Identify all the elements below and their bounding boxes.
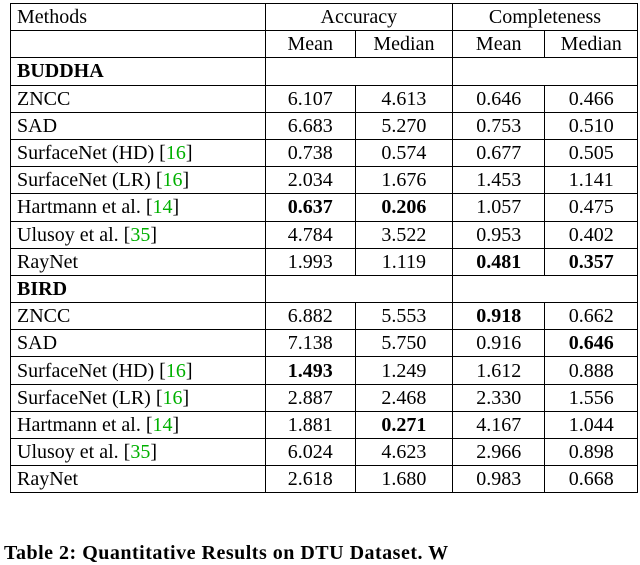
accuracy-header: Accuracy [265,4,452,31]
method-cell [11,439,266,466]
table-row [11,303,638,330]
method-name: Hartmann et al. [ [17,196,153,219]
comp-median-cell: 0.505 [545,139,638,166]
comp-mean-cell: 0.646 [452,85,545,112]
method-cell [11,411,266,438]
comp-median-cell: 0.898 [545,439,638,466]
comp-median-cell: 0.402 [545,221,638,248]
comp-mean-cell: 2.966 [452,439,545,466]
comp-median-cell: 0.357 [545,248,638,275]
method-cell [11,330,266,357]
section-title: BIRD [11,275,266,302]
acc-median-cell: 5.750 [355,330,452,357]
citation-bracket: ] [172,413,180,436]
acc-median-cell: 5.270 [355,112,452,139]
acc-median-cell: 1.676 [355,167,452,194]
acc-median-cell: 0.206 [355,194,452,221]
acc-median-cell: 1.680 [355,466,452,493]
method-name: Hartmann et al. [ [17,413,153,436]
acc-mean-cell: 4.784 [265,221,355,248]
comp-mean-cell: 1.612 [452,357,545,384]
table-row [11,167,638,194]
acc-median-cell: 2.468 [355,384,452,411]
header-row-1 [11,4,638,31]
method-name: Ulusoy et al. [ [17,223,131,246]
comp-median-cell: 1.141 [545,167,638,194]
comp-median-cell: 0.668 [545,466,638,493]
acc-mean-cell: 2.887 [265,384,355,411]
comp-median-cell: 0.646 [545,330,638,357]
method-cell [11,384,266,411]
table-caption: Table 2: Quantitative Results on DTU Dataset. W [4,542,449,564]
comp-median-cell: 0.662 [545,303,638,330]
acc-median-cell: 3.522 [355,221,452,248]
comp-mean-cell: 1.453 [452,167,545,194]
method-name: ZNCC [17,87,71,110]
completeness-header: Completeness [452,4,637,31]
acc-mean-cell: 6.024 [265,439,355,466]
table-row [11,357,638,384]
comp-median-cell: 0.466 [545,85,638,112]
table-row [11,139,638,166]
comp-mean-cell: 4.167 [452,411,545,438]
acc-mean-cell: 1.881 [265,411,355,438]
acc-mean-cell: 1.493 [265,357,355,384]
table-row [11,112,638,139]
method-name: SurfaceNet (LR) [ [17,169,163,192]
table-row [11,194,638,221]
method-cell [11,194,266,221]
table-row [11,330,638,357]
section-blank-cell [452,58,637,85]
comp-median-cell: 1.044 [545,411,638,438]
table-row [11,466,638,493]
comp-mean-cell: 0.916 [452,330,545,357]
comp-mean-cell: 0.918 [452,303,545,330]
section-row-bird [11,275,638,302]
method-cell [11,221,266,248]
table-row [11,384,638,411]
methods-header: Methods [11,4,266,31]
table-row [11,411,638,438]
method-cell [11,167,266,194]
acc-median-cell: 1.119 [355,248,452,275]
method-cell [11,139,266,166]
comp-median-cell: 0.888 [545,357,638,384]
comp-median-cell: 0.510 [545,112,638,139]
method-cell [11,357,266,384]
accuracy-median-header: Median [355,31,452,58]
method-cell [11,303,266,330]
citation-bracket: ] [172,196,180,219]
comp-mean-cell: 0.953 [452,221,545,248]
citation-link[interactable]: 35 [130,223,151,246]
acc-median-cell: 0.271 [355,411,452,438]
completeness-mean-header: Mean [452,31,545,58]
acc-mean-cell: 6.882 [265,303,355,330]
citation-link[interactable]: 16 [165,359,186,382]
comp-median-cell: 0.475 [545,194,638,221]
accuracy-mean-header: Mean [265,31,355,58]
method-name: SAD [17,332,58,355]
acc-mean-cell: 0.738 [265,139,355,166]
method-name: RayNet [17,468,79,491]
method-name: RayNet [17,250,79,273]
method-cell [11,248,266,275]
citation-bracket: ] [182,386,190,409]
citation-bracket: ] [185,359,193,382]
section-title: BUDDHA [11,58,266,85]
citation-link[interactable]: 16 [162,169,183,192]
citation-bracket: ] [150,441,157,464]
comp-mean-cell: 0.481 [452,248,545,275]
comp-mean-cell: 2.330 [452,384,545,411]
acc-median-cell: 4.613 [355,85,452,112]
table-row [11,248,638,275]
method-cell [11,112,266,139]
method-name: SurfaceNet (HD) [ [17,359,166,382]
acc-median-cell: 0.574 [355,139,452,166]
acc-mean-cell: 7.138 [265,330,355,357]
acc-mean-cell: 2.034 [265,167,355,194]
citation-bracket: ] [182,169,190,192]
acc-mean-cell: 2.618 [265,466,355,493]
results-table [10,3,638,493]
method-cell [11,85,266,112]
citation-bracket: ] [185,142,193,165]
table-row [11,439,638,466]
citation-link[interactable]: 35 [130,441,151,464]
section-row-buddha [11,58,638,85]
comp-mean-cell: 1.057 [452,194,545,221]
method-name: ZNCC [17,305,71,328]
section-blank-cell [452,275,637,302]
section-blank-cell [265,275,452,302]
acc-median-cell: 4.623 [355,439,452,466]
acc-mean-cell: 6.107 [265,85,355,112]
table-row [11,221,638,248]
header-row-2 [11,31,638,58]
method-cell [11,466,266,493]
acc-mean-cell: 6.683 [265,112,355,139]
acc-median-cell: 5.553 [355,303,452,330]
table-row [11,85,638,112]
citation-link[interactable]: 16 [165,142,186,165]
completeness-median-header: Median [545,31,638,58]
acc-mean-cell: 0.637 [265,194,355,221]
comp-mean-cell: 0.753 [452,112,545,139]
citation-link[interactable]: 14 [152,413,173,436]
citation-link[interactable]: 16 [162,386,183,409]
method-name: SAD [17,114,58,137]
comp-median-cell: 1.556 [545,384,638,411]
citation-bracket: ] [150,223,157,246]
section-blank-cell [265,58,452,85]
comp-mean-cell: 0.983 [452,466,545,493]
method-name: SurfaceNet (HD) [ [17,142,166,165]
header-blank-cell [11,31,266,58]
acc-mean-cell: 1.993 [265,248,355,275]
comp-mean-cell: 0.677 [452,139,545,166]
citation-link[interactable]: 14 [152,196,173,219]
method-name: Ulusoy et al. [ [17,441,131,464]
method-name: SurfaceNet (LR) [ [17,386,163,409]
acc-median-cell: 1.249 [355,357,452,384]
